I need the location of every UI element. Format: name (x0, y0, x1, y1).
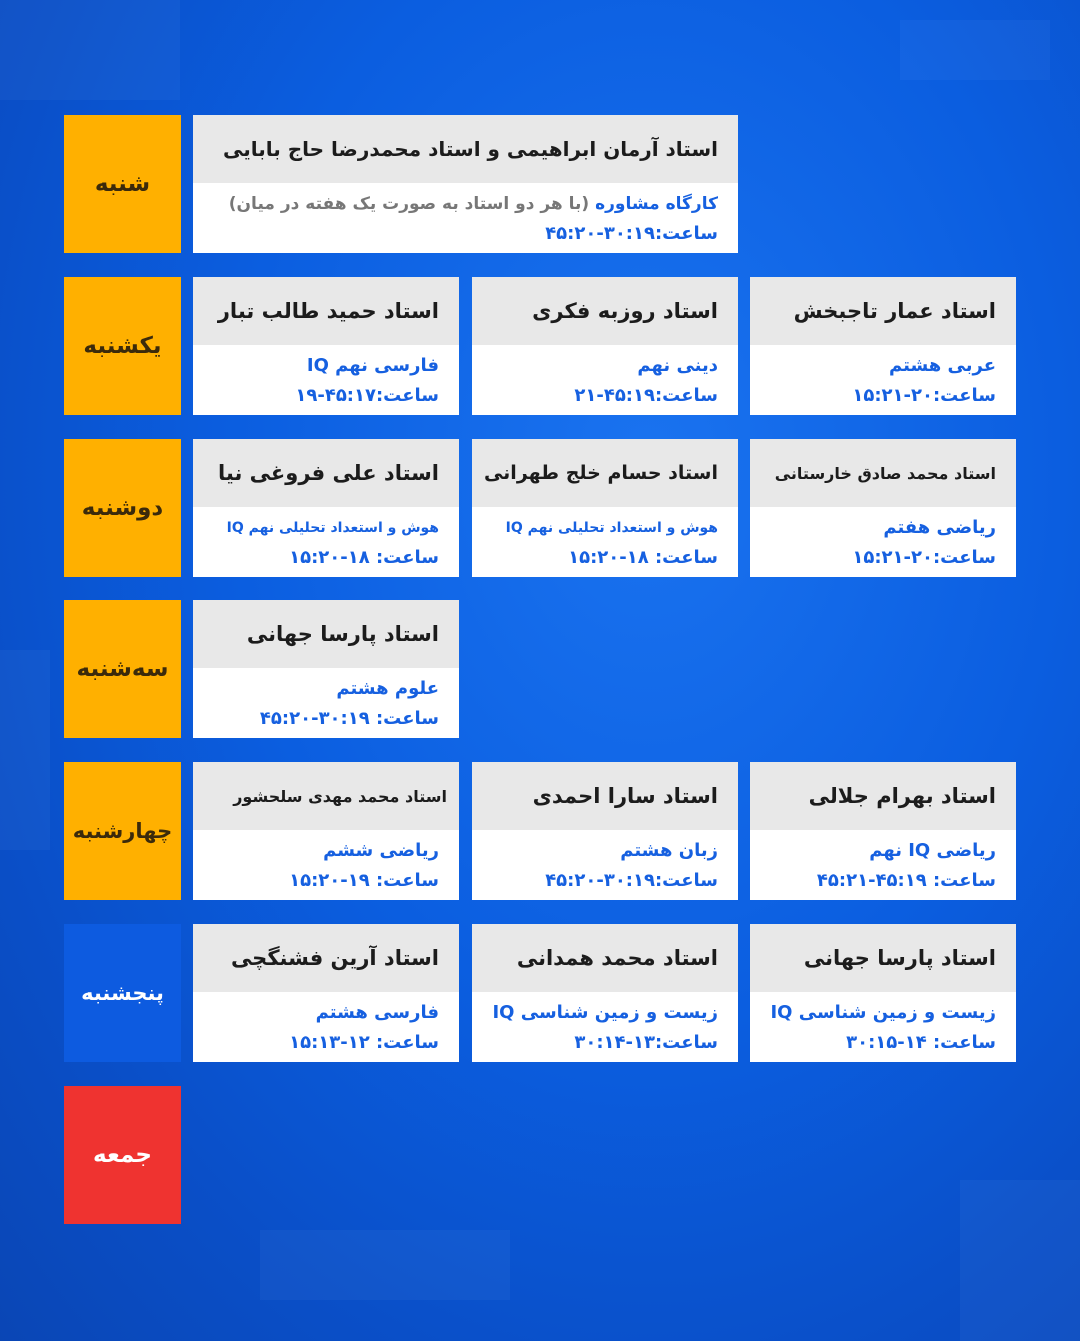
background-shape (900, 20, 1050, 80)
class-time: ساعت:۲۰-۱۵:۲۱ (852, 547, 996, 568)
class-subject: زبان هشتم (620, 840, 718, 861)
row-tuesday (0, 600, 1080, 738)
teacher-name: استاد آرمان ابراهیمی و استاد محمدرضا حاج بابایی (193, 115, 738, 183)
class-subject: زیست و زمین شناسی IQ (492, 1002, 718, 1023)
class-card (750, 762, 1016, 900)
class-subject: ریاضی IQ نهم (869, 840, 996, 861)
class-card (193, 115, 738, 253)
day-label-saturday: شنبه (64, 115, 181, 253)
class-card (750, 277, 1016, 415)
class-time: ساعت:۱۳-۳۰:۱۴ (574, 1032, 718, 1053)
teacher-name: استاد روزبه فکری (472, 277, 738, 345)
class-card (193, 439, 459, 577)
class-note: (با هر دو استاد به صورت یک هفته در میان) (228, 194, 590, 214)
class-time: ساعت:۳۰:۱۹-۴۵:۲۰ (545, 870, 718, 891)
teacher-name: استاد حسام خلج طهرانی (472, 439, 738, 507)
class-card (193, 277, 459, 415)
class-time: ساعت:۳۰:۱۹-۴۵:۲۰ (545, 223, 718, 244)
class-time: ساعت: ۴۵:۱۹-۴۵:۲۱ (816, 870, 996, 891)
class-time: ساعت: ۱۲-۱۵:۱۳ (289, 1032, 439, 1053)
class-time: ساعت:۲۰-۱۵:۲۱ (852, 385, 996, 406)
class-time: ساعت: ۱۴-۳۰:۱۵ (846, 1032, 996, 1053)
teacher-name: استاد حمید طالب تبار (193, 277, 459, 345)
class-subject: فارسی نهم IQ (306, 355, 439, 376)
row-saturday (0, 115, 1080, 253)
class-time: ساعت: ۱۸-۱۵:۲۰ (568, 547, 718, 568)
teacher-name: استاد محمد مهدی سلحشور (193, 762, 459, 830)
teacher-name: استاد محمد همدانی (472, 924, 738, 992)
class-time: ساعت: ۱۸-۱۵:۲۰ (289, 547, 439, 568)
day-label-tuesday: سه‌شنبه (64, 600, 181, 738)
class-time: ساعت:۴۵:۱۷-۱۹ (295, 385, 439, 406)
class-subject: کارگاه مشاوره (595, 194, 718, 214)
background-shape (260, 1230, 510, 1300)
class-subject: ریاضی ششم (323, 840, 439, 861)
class-card (750, 924, 1016, 1062)
class-subject: زیست و زمین شناسی IQ (770, 1002, 996, 1023)
class-subject: فارسی هشتم (315, 1002, 439, 1023)
row-monday (0, 439, 1080, 577)
class-card (472, 439, 738, 577)
class-subject: هوش و استعداد تحلیلی نهم IQ (505, 520, 718, 536)
teacher-name: استاد پارسا جهانی (750, 924, 1016, 992)
row-wednesday (0, 762, 1080, 900)
class-card (750, 439, 1016, 577)
class-subject: علوم هشتم (336, 678, 439, 699)
teacher-name: استاد علی فروغی نیا (193, 439, 459, 507)
day-label-thursday: پنجشنبه (64, 924, 181, 1062)
day-label-wednesday: چهارشنبه (64, 762, 181, 900)
day-label-friday: جمعه (64, 1086, 181, 1224)
class-card (472, 924, 738, 1062)
row-friday (0, 1086, 1080, 1224)
day-label-monday: دوشنبه (64, 439, 181, 577)
teacher-name: استاد سارا احمدی (472, 762, 738, 830)
teacher-name: استاد آرین فشنگچی (193, 924, 459, 992)
background-shape (0, 0, 180, 100)
teacher-name: استاد عمار تاجبخش (750, 277, 1016, 345)
class-subject: ریاضی هفتم (883, 517, 996, 538)
teacher-name: استاد پارسا جهانی (193, 600, 459, 668)
teacher-name: استاد بهرام جلالی (750, 762, 1016, 830)
day-label-sunday: یکشنبه (64, 277, 181, 415)
class-subject: عربی هشتم (889, 355, 996, 376)
class-card (193, 762, 459, 900)
class-card (193, 600, 459, 738)
class-card (472, 762, 738, 900)
class-time: ساعت: ۱۹-۱۵:۲۰ (289, 870, 439, 891)
class-time: ساعت:۴۵:۱۹-۲۱ (574, 385, 718, 406)
class-subject: هوش و استعداد تحلیلی نهم IQ (226, 520, 439, 536)
teacher-name: استاد محمد صادق خارستانی (750, 439, 1016, 507)
class-card (472, 277, 738, 415)
row-thursday (0, 924, 1080, 1062)
class-card (193, 924, 459, 1062)
class-time: ساعت: ۳۰:۱۹-۴۵:۲۰ (259, 708, 439, 729)
class-subject: دینی نهم (637, 355, 718, 376)
row-sunday (0, 277, 1080, 415)
